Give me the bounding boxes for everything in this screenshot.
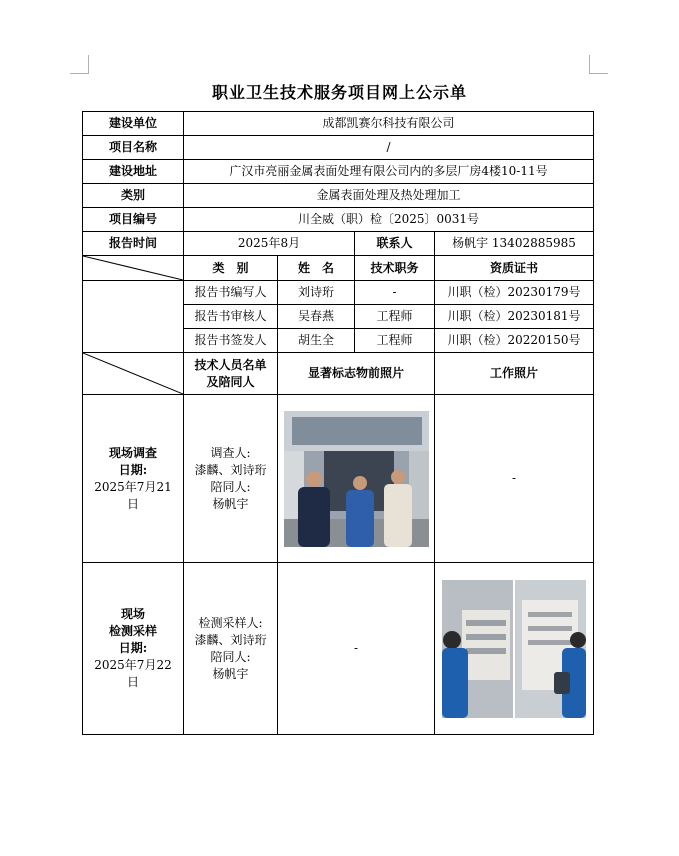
project-no-label: 项目编号 bbox=[83, 208, 184, 232]
staff-list-header: 技术人员名单 及陪同人 bbox=[184, 353, 278, 395]
page-title: 职业卫生技术服务项目网上公示单 bbox=[211, 83, 467, 102]
corner-mark-left bbox=[70, 55, 89, 74]
staff-name: 刘诗珩 bbox=[278, 281, 355, 305]
address-label: 建设地址 bbox=[83, 160, 184, 184]
sampling-people-cell: 检测采样人: 漆麟、刘诗珩 陪同人: 杨帆宇 bbox=[184, 563, 278, 735]
row-staff-header bbox=[83, 256, 594, 281]
row-photo-header bbox=[83, 353, 594, 395]
staff-cert: 川职（检）20230179号 bbox=[435, 281, 594, 305]
diagonal-line bbox=[83, 256, 183, 280]
staff-category: 报告书编写人 bbox=[184, 281, 278, 305]
staff-header-name: 姓 名 bbox=[278, 256, 355, 281]
survey-work-photo-cell: - bbox=[435, 395, 594, 563]
staff-name: 吴春燕 bbox=[278, 305, 355, 329]
project-name-value: / bbox=[184, 136, 594, 160]
row-project-name bbox=[83, 136, 594, 160]
staff-cert: 川职（检）20220150号 bbox=[435, 329, 594, 353]
staff-header-category: 类 别 bbox=[184, 256, 278, 281]
notice-table bbox=[82, 111, 594, 735]
staff-category: 报告书签发人 bbox=[184, 329, 278, 353]
corner-mark-right bbox=[589, 55, 608, 74]
diagonal-line bbox=[83, 353, 183, 394]
staff-title: 工程师 bbox=[355, 305, 435, 329]
report-time-value: 2025年8月 bbox=[184, 232, 355, 256]
contact-value: 杨帆宇 13402885985 bbox=[435, 232, 594, 256]
landmark-photo bbox=[284, 411, 429, 547]
report-time-label: 报告时间 bbox=[83, 232, 184, 256]
staff-blank-cell bbox=[83, 281, 184, 353]
row-survey bbox=[83, 395, 594, 563]
staff-cert: 川职（检）20230181号 bbox=[435, 305, 594, 329]
diagonal-cell bbox=[83, 353, 184, 395]
staff-title: - bbox=[355, 281, 435, 305]
category-label: 类别 bbox=[83, 184, 184, 208]
row-project-no bbox=[83, 208, 594, 232]
work-photo bbox=[442, 580, 586, 718]
staff-title: 工程师 bbox=[355, 329, 435, 353]
project-no-value: 川全威（职）检〔2025〕0031号 bbox=[184, 208, 594, 232]
staff-category: 报告书审核人 bbox=[184, 305, 278, 329]
row-report-time bbox=[83, 232, 594, 256]
row-category bbox=[83, 184, 594, 208]
survey-landmark-photo-cell bbox=[278, 395, 435, 563]
contact-label: 联系人 bbox=[355, 232, 435, 256]
work-photo-header: 工作照片 bbox=[435, 353, 594, 395]
row-unit bbox=[83, 112, 594, 136]
landmark-photo-header: 显著标志物前照片 bbox=[278, 353, 435, 395]
sampling-date-cell: 现场 检测采样 日期: 2025年7月22 日 bbox=[83, 563, 184, 735]
address-value: 广汉市亮丽金属表面处理有限公司内的多层厂房4楼10-11号 bbox=[184, 160, 594, 184]
staff-header-cert: 资质证书 bbox=[435, 256, 594, 281]
unit-value: 成都凯赛尔科技有限公司 bbox=[184, 112, 594, 136]
diagonal-cell bbox=[83, 256, 184, 281]
sampling-work-photo-cell bbox=[435, 563, 594, 735]
sampling-landmark-photo-cell: - bbox=[278, 563, 435, 735]
staff-name: 胡生全 bbox=[278, 329, 355, 353]
row-address bbox=[83, 160, 594, 184]
row-sampling bbox=[83, 563, 594, 735]
staff-row bbox=[83, 281, 594, 305]
project-name-label: 项目名称 bbox=[83, 136, 184, 160]
category-value: 金属表面处理及热处理加工 bbox=[184, 184, 594, 208]
staff-header-title: 技术职务 bbox=[355, 256, 435, 281]
unit-label: 建设单位 bbox=[83, 112, 184, 136]
survey-date-cell: 现场调查 日期: 2025年7月21 日 bbox=[83, 395, 184, 563]
survey-people-cell: 调查人: 漆麟、刘诗珩 陪同人: 杨帆宇 bbox=[184, 395, 278, 563]
